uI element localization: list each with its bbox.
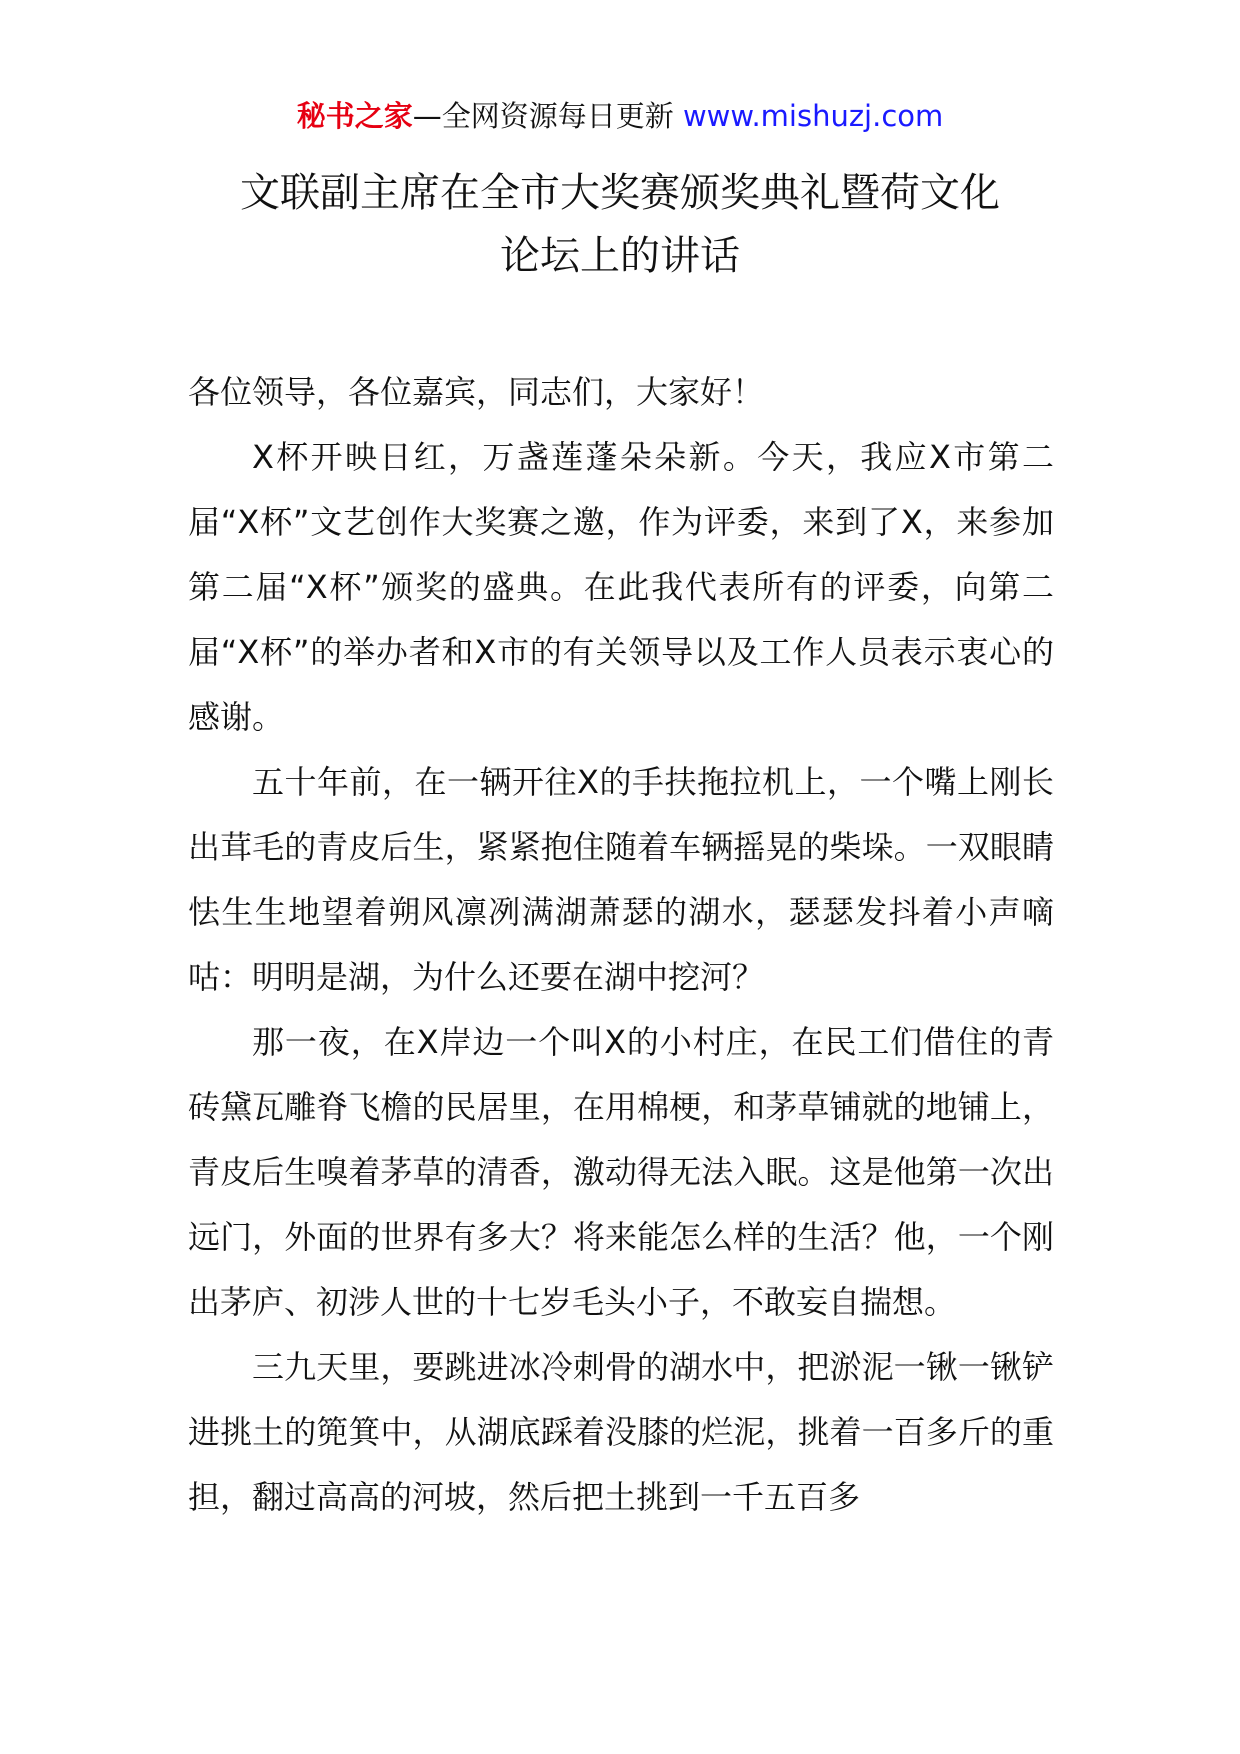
body-paragraph: 三九天里，要跳进冰冷刺骨的湖水中，把淤泥一锹一锹铲进挑土的篼箕中，从湖底踩着没膝的烂泥，挑着一百多斤的重担，翻过高高的河坡，然后把土挑到一千五百多 — [188, 1348, 1054, 1516]
title-line-1: 文联副主席在全市大奖赛颁奖典礼暨荷文化 — [240, 170, 1000, 216]
brand-name: 秘书之家 — [296, 99, 413, 133]
slogan: —全网资源每日更新 — [412, 99, 683, 133]
greeting-paragraph: 各位领导，各位嘉宾，同志们，大家好！ — [188, 373, 765, 411]
body-paragraph: 那一夜，在X岸边一个叫X的小村庄，在民工们借住的青砖黛瓦雕脊飞檐的民居里，在用棉梗，和茅草铺就的地铺上，青皮后生嗅着茅草的清香，激动得无法入眠。这是他第一次出远门，外面的世界有多大？将来能怎么样的生活？他，一个刚出茅庐、初涉人世的十七岁毛头小子，不敢妄自揣想。 — [188, 1023, 1054, 1321]
site-header — [0, 96, 1240, 136]
document-body — [188, 360, 1054, 1530]
title-line-2: 论坛上的讲话 — [500, 233, 740, 279]
body-paragraph: X杯开映日红，万盏莲蓬朵朵新。今天，我应X市第二届“X杯”文艺创作大奖赛之邀，作为评委，来到了X，来参加第二届“X杯”颁奖的盛典。在此我代表所有的评委，向第二届“X杯”的举办者和X市的有关领导以及工作人员表示衷心的感谢。 — [188, 438, 1054, 736]
document-title — [140, 162, 1100, 288]
site-url-link[interactable]: www.mishuzj.com — [682, 99, 944, 133]
body-paragraph: 五十年前，在一辆开往X的手扶拖拉机上，一个嘴上刚长出茸毛的青皮后生，紧紧抱住随着车辆摇晃的柴垛。一双眼睛怯生生地望着朔风凛冽满湖萧瑟的湖水，瑟瑟发抖着小声嘀咕：明明是湖，为什么还要在湖中挖河？ — [188, 763, 1054, 996]
